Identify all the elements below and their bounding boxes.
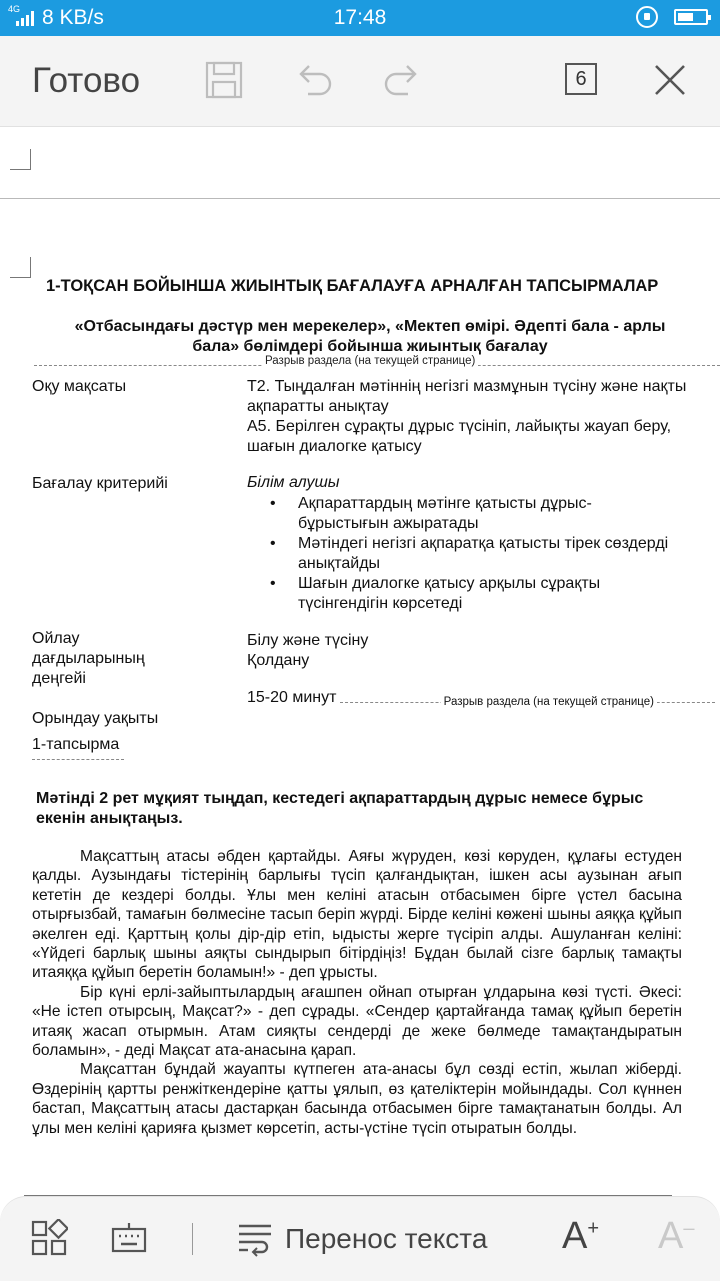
text-wrap-button[interactable]: Перенос текста bbox=[285, 1223, 488, 1254]
story-paragraph: Бір күні ерлі-зайыптылардың ағашпен ойнап отырған ұлдарына көзі түсті. Әкесі: «Не істеп отырсың, Мақсат?» - деп сұрады. «Сендер қартайғанда тамақ құйып беретін итаяқ жасап отырмын. Атам сияқты сендерді де жеке бөлмеде тамақтандыратын боламын», - деді Мақсат ата-анасына қарап. bbox=[32, 983, 682, 1060]
font-decrease-button[interactable]: A– bbox=[658, 1215, 695, 1257]
objective-2: А5. Берілген сұрақты дұрыс түсініп, лайықты жауап беру, шағын диалогке қатысу bbox=[247, 418, 672, 455]
objective-1: Т2. Тыңдалған мәтіннің негізгі мазмұнын түсіну және нақты ақпаратты анықтау bbox=[247, 378, 687, 415]
story-text bbox=[32, 847, 682, 1138]
status-right bbox=[636, 6, 708, 28]
thinking-level-label: Ойлау дағдыларының деңгейі bbox=[32, 630, 145, 687]
section-break bbox=[34, 355, 720, 366]
rotation-lock-icon bbox=[636, 6, 658, 28]
save-icon[interactable] bbox=[204, 60, 244, 100]
time-value: 15-20 минут bbox=[247, 689, 337, 706]
story-paragraph: Мақсаттың атасы әбден қартайды. Аяғы жүруден, көзі көруден, құлағы естуден қалды. Аузындағы тістерінің барлығы түсіп қалғандықтан, ішкен асы аузынан ағып кететін де кездері болды. Ұлы мен келіні атасын отбасымен бірге үстел басына отырғызбай, тамағын бөлмесіне тасып беріп жүрді. Бірде келіні көженi шыны аяққа құйып әкелген еді. Қарттың қолы дір-дір етіп, ыдысты жерге түсіріп алды. Ашуланған келіні: «Үйдегі барлық шыны аяқты сындырып бітірдіңіз! Бұдан былай сізге барлық тамақты итаяққа құйып беретін боламын!» - деп ұрысты. bbox=[32, 848, 682, 982]
battery-icon bbox=[674, 9, 708, 25]
page-corner-mark bbox=[10, 257, 31, 278]
redo-icon[interactable] bbox=[382, 60, 422, 100]
network-type: 4G bbox=[8, 4, 21, 14]
bottom-toolbar bbox=[0, 1196, 720, 1281]
criteria-label: Бағалау критерийі bbox=[32, 475, 168, 492]
task-instruction: Мәтінді 2 рет мұқият тыңдап, кестедегі ақпараттардың дұрыс немесе бұрыс екенін анықтаңыз. bbox=[36, 790, 644, 827]
section-break bbox=[340, 694, 715, 708]
task-underline bbox=[32, 759, 124, 760]
undo-icon[interactable] bbox=[294, 60, 334, 100]
thinking-level-value: Білу және түсіну Қолдану bbox=[247, 632, 369, 669]
page-corner-mark bbox=[10, 149, 31, 170]
document-subtitle: «Отбасындағы дәстүр мен мерекелер», «Мектеп өмірі. Әдепті бала - арлы бала» бөлімдері бойынша жиынтық бағалау bbox=[74, 318, 666, 355]
story-paragraph: Мақсаттан бұндай жауапты күтпеген ата-анасы бұл сөзді естіп, жылап жіберді. Өздерінің қартты ренжіткендеріне қатты ұялып, өз қателіктерін мойындады. Сол күннен бастап, Мақсаттың атасы дастарқан басында отбасымен бірге тамақтанатын болды. Ал ұлы мен келіні қарияға қызмет көрсетіп, асты-үстіне түсіп отыратын болды. bbox=[32, 1061, 682, 1137]
status-bar bbox=[0, 0, 720, 36]
done-button[interactable]: Готово bbox=[32, 61, 141, 100]
criteria-item: • Шағын диалогке қатысу арқылы сұрақты түсінгендігін көрсетеді bbox=[270, 574, 670, 614]
time-label: Орындау уақыты bbox=[32, 710, 159, 727]
page-divider bbox=[0, 198, 720, 199]
font-decrease-label: A bbox=[658, 1215, 684, 1257]
editor-toolbar bbox=[0, 36, 720, 127]
close-icon[interactable] bbox=[650, 60, 690, 100]
document-page[interactable] bbox=[0, 127, 720, 1193]
apps-icon[interactable] bbox=[30, 1219, 68, 1257]
page-count-button[interactable]: 6 bbox=[565, 63, 597, 95]
text-wrap-icon[interactable] bbox=[236, 1219, 274, 1257]
toolbar-separator bbox=[192, 1223, 193, 1255]
network-speed: 8 KB/s bbox=[42, 6, 104, 29]
section-break-label: Разрыв раздела (на текущей странице) bbox=[441, 696, 657, 708]
font-increase-label: A bbox=[562, 1215, 588, 1257]
keyboard-icon[interactable] bbox=[110, 1219, 148, 1257]
criteria-item: • Мәтіндегі негізгі ақпаратқа қатысты тірек сөздерді анықтайды bbox=[270, 534, 670, 574]
font-increase-button[interactable]: A+ bbox=[562, 1215, 600, 1257]
section-break-label: Разрыв раздела (на текущей странице) bbox=[262, 355, 478, 367]
objective-label: Оқу мақсаты bbox=[32, 378, 127, 395]
time-row bbox=[247, 689, 717, 707]
clock: 17:48 bbox=[333, 6, 387, 29]
criteria-list bbox=[270, 494, 670, 614]
criteria-item: • Ақпараттардың мәтінге қатысты дұрыс-бұрыстығын ажыратады bbox=[270, 494, 670, 534]
task-label: 1-тапсырма bbox=[32, 736, 120, 753]
document-title: 1-ТОҚСАН БОЙЫНША ЖИЫНТЫҚ БАҒАЛАУҒА АРНАЛҒАН ТАПСЫРМАЛАР bbox=[46, 277, 659, 295]
criteria-intro: Білім алушы bbox=[247, 474, 340, 491]
